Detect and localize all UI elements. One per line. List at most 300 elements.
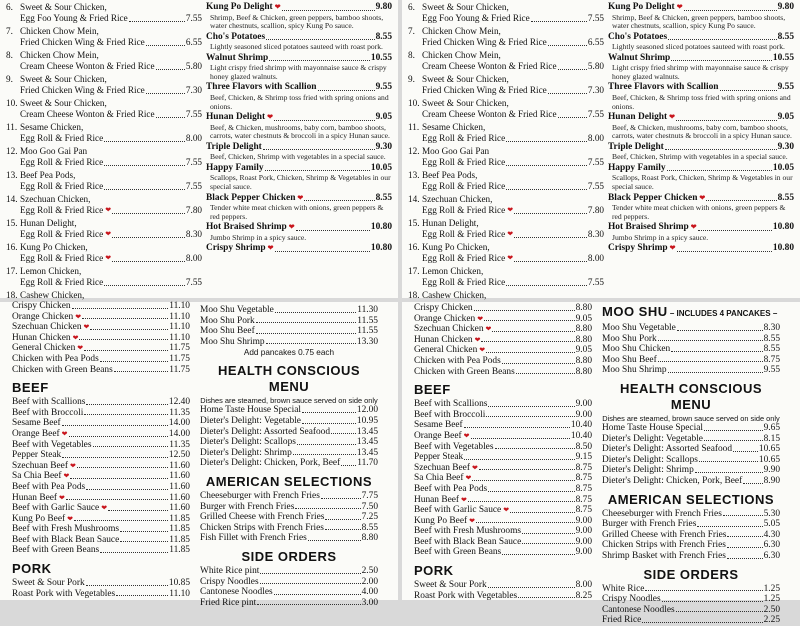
combo-item-sides: Egg Roll & Fried Rice <box>422 277 506 288</box>
chili-pepper-icon: ❤ <box>274 3 281 11</box>
price: 10.40 <box>570 430 592 441</box>
leader-dots <box>531 21 587 22</box>
menu-item <box>414 420 592 431</box>
price: 9.55 <box>777 82 794 93</box>
menu-item-name: Dieter's Delight: Chicken, Pork, Beef <box>602 475 743 486</box>
section-heading-text: SIDE ORDERS <box>643 566 739 582</box>
leader-dots <box>486 352 574 353</box>
leader-dots <box>558 117 587 118</box>
menu-item <box>602 476 780 487</box>
price: 11.75 <box>169 343 190 354</box>
special-item-name: Three Flavors with Scallion <box>608 82 719 93</box>
entree-list <box>12 301 190 599</box>
combo-item-name: Sweet & Sour Chicken, <box>20 98 107 108</box>
price: 5.80 <box>587 61 604 72</box>
combo-item-name: Sesame Chicken, <box>20 122 84 132</box>
chili-pepper-icon: ❤ <box>77 344 84 353</box>
menu-item-name: Hunan Chicken <box>12 332 71 343</box>
menu-note: Add pancakes 0.75 each <box>243 348 335 358</box>
chili-pepper-icon: ❤ <box>75 312 82 321</box>
price: 13.45 <box>356 437 378 448</box>
combo-item-name: Moo Goo Gai Pan <box>20 146 88 156</box>
menu-item-name: Moo Shu Vegetable <box>602 323 676 333</box>
section-heading <box>414 563 592 579</box>
leader-dots <box>274 120 375 121</box>
leader-dots <box>699 461 758 462</box>
combo-item <box>6 242 202 265</box>
price: 8.80 <box>575 324 592 335</box>
menu-item <box>12 503 190 514</box>
menu-item <box>414 547 592 558</box>
chili-pepper-icon: ❤ <box>67 514 73 523</box>
combo-item-line <box>6 50 202 61</box>
menu-item-name: Pepper Steak <box>12 450 62 461</box>
leader-dots <box>522 543 574 544</box>
special-item-header <box>608 112 794 124</box>
leader-dots <box>265 170 370 171</box>
combo-list <box>6 2 202 303</box>
section-heading-text: SIDE ORDERS <box>241 548 337 564</box>
section-heading <box>602 567 780 583</box>
price: 8.75 <box>575 494 592 505</box>
combo-item-line <box>408 122 604 133</box>
leader-dots <box>266 343 356 344</box>
special-item <box>206 222 392 242</box>
combo-item-name: Beef Pea Pods, <box>20 170 76 180</box>
combo-item-line <box>6 26 202 37</box>
leader-dots <box>733 451 758 452</box>
special-item-description: Beef, Chicken, & Shrimp toss fried with spring onions and onions. <box>210 92 389 111</box>
price: 11.10 <box>169 311 190 322</box>
menu-item <box>12 440 190 451</box>
combo-item-line <box>6 157 202 168</box>
leader-dots <box>120 531 168 532</box>
menu-item-name: Beef with Black Bean Sauce <box>414 536 522 547</box>
special-item <box>206 53 392 82</box>
special-item <box>206 2 392 31</box>
leader-dots <box>484 320 575 321</box>
chili-pepper-icon: ❤ <box>463 431 470 440</box>
leader-dots <box>260 583 361 584</box>
special-item <box>608 142 794 162</box>
leader-dots <box>82 318 168 319</box>
menu-item-name: Szechuan Chicken <box>12 322 82 333</box>
special-item <box>608 53 794 82</box>
combo-item-line <box>6 85 202 96</box>
combo-item-line <box>6 133 202 144</box>
combo-item <box>408 122 604 145</box>
menu-item <box>414 324 592 335</box>
price: 7.55 <box>587 157 604 168</box>
menu-item <box>12 535 190 546</box>
leader-dots <box>723 515 763 516</box>
menu-item <box>414 356 592 367</box>
menu-item <box>200 448 378 459</box>
menu-item <box>12 461 190 472</box>
menu-item-name: Beef with Scallions <box>12 397 86 408</box>
price: 11.10 <box>169 322 190 333</box>
price: 9.65 <box>763 422 780 433</box>
price: 11.85 <box>169 534 190 545</box>
special-item-name: Hot Braised Shrimp <box>206 222 287 233</box>
special-item-description: Lightly seasoned sliced potatoes sauteed with roast pork. <box>210 42 383 52</box>
price: 8.50 <box>575 441 592 452</box>
special-item <box>608 112 794 141</box>
combo-item-line <box>6 13 202 24</box>
leader-dots <box>256 333 357 334</box>
combo-item <box>408 266 604 289</box>
price: 2.25 <box>763 615 780 626</box>
leader-dots <box>112 213 185 214</box>
leader-dots <box>295 508 360 509</box>
price: 10.55 <box>370 52 392 63</box>
side-menu-list <box>200 305 378 608</box>
leader-dots <box>514 213 587 214</box>
menu-item <box>12 343 190 354</box>
combo-item-sides: Cream Cheese Wonton & Fried Rice <box>20 109 155 120</box>
combo-item-name: Chicken Chow Mein, <box>20 26 99 36</box>
menu-item-name: Orange Chicken <box>12 311 74 322</box>
combo-item-line <box>408 61 604 72</box>
combo-item-line <box>408 194 604 205</box>
menu-item <box>602 344 780 355</box>
price: 5.05 <box>763 519 780 530</box>
special-item-name: Crispy Shrimp <box>608 243 668 254</box>
special-item-description: Scallops, Roast Pork, Chicken, Shrimp & Vegetables in our special sauce. <box>612 173 793 192</box>
combo-item-line <box>408 13 604 24</box>
menu-item <box>414 580 592 591</box>
leader-dots <box>321 498 361 499</box>
menu-item <box>200 566 378 577</box>
combo-number: 10. <box>6 98 18 108</box>
menu-item <box>12 450 190 461</box>
menu-item <box>414 410 592 421</box>
menu-item <box>414 473 592 484</box>
leader-dots <box>502 554 574 555</box>
price: 11.85 <box>169 545 190 556</box>
menu-item <box>414 495 592 506</box>
price: 9.55 <box>375 82 392 93</box>
menu-item-name: Beef with Garlic Sauce <box>414 505 502 516</box>
leader-dots <box>671 351 762 352</box>
combo-item-sides: Egg Roll & Fried Rice <box>422 157 506 168</box>
price: 13.45 <box>356 447 378 458</box>
combo-item-line <box>408 98 604 109</box>
chef-specials-list <box>608 2 794 256</box>
chili-pepper-icon: ❤ <box>59 493 65 502</box>
leader-dots <box>697 526 762 527</box>
leader-dots <box>704 440 763 441</box>
combo-item-sides: Egg Foo Young & Fried Rice <box>20 13 128 24</box>
combo-item-sides: Egg Roll & Fried Rice <box>422 205 506 216</box>
menu-item-name: Orange Chicken <box>414 313 476 324</box>
leader-dots <box>522 533 575 534</box>
leader-dots <box>658 340 763 341</box>
leader-dots <box>676 611 763 612</box>
leader-dots <box>667 170 772 171</box>
price: 8.55 <box>361 522 378 533</box>
leader-dots <box>514 237 587 238</box>
price: 10.40 <box>570 420 592 431</box>
special-item-description: Tender white meat chicken with onions, green peppers & red peppers. <box>210 203 384 221</box>
special-item <box>206 142 392 162</box>
combo-item <box>6 26 202 49</box>
combo-item-sides: Egg Foo Young & Fried Rice <box>422 13 530 24</box>
menu-item <box>414 591 592 602</box>
leader-dots <box>658 361 763 362</box>
menu-item <box>12 578 190 589</box>
leader-dots <box>318 90 375 91</box>
leader-dots <box>62 425 168 426</box>
combo-number: 16. <box>408 242 420 252</box>
chili-pepper-icon: ❤ <box>288 223 295 232</box>
menu-item-name: Chicken Strips with French Fries <box>602 540 726 551</box>
menu-item <box>414 463 592 474</box>
combo-item <box>6 98 202 121</box>
menu-item <box>12 397 190 408</box>
combo-number: 6. <box>6 2 13 12</box>
price: 11.10 <box>169 301 190 311</box>
leader-dots <box>668 372 763 373</box>
price: 7.75 <box>361 490 378 501</box>
combo-item-sides: Cream Cheese Wonton & Fried Rice <box>422 109 557 120</box>
price: 10.80 <box>772 243 794 254</box>
price: 2.00 <box>361 576 378 587</box>
special-item-description: Light crispy fried shrimp with mayonnaise sauce & crispy honey glazed walnuts. <box>612 63 789 81</box>
menu-item <box>12 493 190 504</box>
combo-number: 15. <box>6 218 18 228</box>
combo-item-name: Kung Po Chicken, <box>20 242 88 252</box>
leader-dots <box>472 480 574 481</box>
combo-item-line <box>408 242 604 253</box>
leader-dots <box>474 310 575 311</box>
menu-item <box>200 326 378 337</box>
section-heading <box>200 549 378 565</box>
combo-item-name: Beef Pea Pods, <box>422 170 478 180</box>
price: 11.30 <box>357 305 378 315</box>
leader-dots <box>296 230 370 231</box>
menu-item-name: Fish Fillet with French Fries <box>200 533 307 544</box>
leader-dots <box>100 552 168 553</box>
combo-item-line <box>6 109 202 120</box>
menu-item <box>12 312 190 323</box>
price: 8.80 <box>575 366 592 377</box>
combo-item-line <box>408 37 604 48</box>
price: 7.55 <box>185 181 202 192</box>
section-heading-text: AMERICAN SELECTIONS <box>205 473 373 489</box>
price: 3.00 <box>361 597 378 608</box>
price: 8.80 <box>575 355 592 366</box>
menu-item-name: Dieter's Delight: Shrimp <box>200 447 292 458</box>
leader-dots <box>112 261 185 262</box>
price: 8.75 <box>575 473 592 484</box>
menu-item <box>414 314 592 325</box>
special-item-name: Triple Delight <box>608 141 664 152</box>
leader-dots <box>558 69 587 70</box>
combo-item-name: Szechuan Chicken, <box>422 194 493 204</box>
section-heading <box>602 304 780 322</box>
price: 6.55 <box>587 37 604 48</box>
combo-item-name: Lemon Chicken, <box>422 266 484 276</box>
menu-item <box>12 322 190 333</box>
combo-item-line <box>6 146 202 157</box>
leader-dots <box>86 489 168 490</box>
combo-number: 10. <box>408 98 420 108</box>
price: 7.55 <box>587 277 604 288</box>
special-item-name: Happy Family <box>206 162 264 173</box>
combo-number: 15. <box>408 218 420 228</box>
price: 8.55 <box>763 344 780 355</box>
combo-number: 6. <box>408 2 415 12</box>
combo-item-sides: Egg Roll & Fried Rice <box>20 157 104 168</box>
chili-pepper-icon: ❤ <box>105 230 112 239</box>
special-item-header <box>206 2 392 14</box>
price: 11.60 <box>169 492 190 503</box>
menu-item <box>414 526 592 537</box>
menu-item-name: Sa Chia Beef <box>12 471 62 482</box>
menu-item-name: Moo Shu Pork <box>602 333 657 344</box>
leader-dots <box>645 590 762 591</box>
menu-item-name: Crispy Chicken <box>12 301 71 311</box>
leader-dots <box>684 10 777 11</box>
combo-item <box>6 2 202 25</box>
combo-number: 12. <box>408 146 420 156</box>
section-heading-text: BEEF <box>12 380 49 396</box>
special-item-name: Hunan Delight <box>206 112 266 123</box>
menu-item-name: Hunan Beef <box>12 492 58 503</box>
menu-item-name: Dieter's Delight: Assorted Seafood <box>602 444 733 455</box>
leader-dots <box>676 120 777 121</box>
menu-item <box>200 523 378 534</box>
menu-item-name: Dieter's Delight: Vegetable <box>602 433 703 444</box>
special-item-name: Black Pepper Chicken <box>608 192 698 203</box>
special-item <box>206 82 392 111</box>
leader-dots <box>302 423 356 424</box>
leader-dots <box>506 165 587 166</box>
chili-pepper-icon: ❤ <box>297 193 304 202</box>
leader-dots <box>502 363 575 364</box>
menu-item <box>200 598 378 609</box>
leader-dots <box>514 261 587 262</box>
price: 11.35 <box>169 407 190 418</box>
menu-item <box>602 334 780 345</box>
menu-item <box>602 455 780 466</box>
price: 11.75 <box>169 353 190 364</box>
chili-pepper-icon: ❤ <box>503 506 510 515</box>
menu-item-name: Sesame Beef <box>12 418 61 429</box>
combo-item <box>408 290 604 301</box>
menu-item <box>12 418 190 429</box>
leader-dots <box>704 430 763 431</box>
leader-dots <box>302 412 356 413</box>
menu-item <box>200 405 378 416</box>
combo-item-name: Hunan Delight, <box>422 218 479 228</box>
chili-pepper-icon: ❤ <box>669 113 676 122</box>
section-heading-text: PORK <box>12 561 52 577</box>
menu-item-name: Moo Shu Chicken <box>602 344 671 355</box>
price: 12.50 <box>168 450 190 461</box>
menu-item <box>200 437 378 448</box>
price: 11.10 <box>169 332 190 343</box>
menu-item <box>200 427 378 438</box>
price: 6.30 <box>763 550 780 561</box>
price: 7.80 <box>185 205 202 216</box>
price: 8.15 <box>763 433 780 444</box>
price: 8.90 <box>763 475 780 486</box>
menu-item <box>602 465 780 476</box>
special-item-description: Light crispy fried shrimp with mayonnaise sauce & crispy honey glazed walnuts. <box>210 63 387 81</box>
leader-dots <box>275 251 370 252</box>
price: 11.60 <box>169 481 190 492</box>
menu-item-name: Dieter's Delight: Vegetable <box>200 415 301 426</box>
menu-item-name: Beef with Broccoli <box>12 407 84 418</box>
leader-dots <box>668 39 776 40</box>
price: 7.55 <box>185 157 202 168</box>
special-item <box>608 2 794 31</box>
combo-item-name: Cashew Chicken, <box>20 290 85 300</box>
combo-item-name: Sweet & Sour Chicken, <box>20 74 107 84</box>
leader-dots <box>516 373 575 374</box>
combo-item-line <box>6 181 202 192</box>
menu-item <box>12 301 190 312</box>
leader-dots <box>114 371 168 372</box>
leader-dots <box>146 93 185 94</box>
leader-dots <box>510 512 575 513</box>
price: 8.75 <box>575 505 592 516</box>
price: 10.85 <box>168 578 190 589</box>
chili-pepper-icon: ❤ <box>669 244 676 253</box>
combo-number: 14. <box>408 194 420 204</box>
special-item-header <box>206 112 392 124</box>
menu-item <box>602 605 780 616</box>
special-item <box>608 222 794 242</box>
combo-item <box>6 146 202 169</box>
chili-pepper-icon: ❤ <box>471 463 478 472</box>
leader-dots <box>104 141 185 142</box>
leader-dots <box>476 522 575 523</box>
menu-item-name: Moo Shu Shrimp <box>602 365 667 376</box>
menu-item-name: Beef with Vegetables <box>12 439 92 450</box>
menu-item-name: Beef with Garlic Sauce <box>12 503 100 514</box>
leader-dots <box>146 45 185 46</box>
menu-item <box>12 514 190 525</box>
menu-item-name: Grilled Cheese with French Fries <box>200 512 325 523</box>
combo-number: 7. <box>6 26 13 36</box>
combo-item-name: Sweet & Sour Chicken, <box>20 2 107 12</box>
chili-pepper-icon: ❤ <box>83 323 90 332</box>
chili-pepper-icon: ❤ <box>267 244 274 253</box>
price: 10.05 <box>772 162 794 173</box>
leader-dots <box>727 547 763 548</box>
price: 8.55 <box>763 333 780 344</box>
menu-item-name: Szechuan Beef <box>12 460 68 471</box>
combo-item-line <box>6 242 202 253</box>
combo-item-sides: Egg Roll & Fried Rice <box>20 277 104 288</box>
price: 2.50 <box>763 604 780 615</box>
price: 8.80 <box>361 533 378 544</box>
price: 12.40 <box>168 397 190 408</box>
combo-item-line <box>408 229 604 240</box>
chili-pepper-icon: ❤ <box>485 325 492 334</box>
leader-dots <box>86 404 167 405</box>
menu-item-name: Beef with Black Bean Sauce <box>12 534 120 545</box>
combo-item-sides: Fried Chicken Wing & Fried Rice <box>20 85 145 96</box>
leader-dots <box>720 90 777 91</box>
price: 11.10 <box>169 588 190 599</box>
chili-pepper-icon: ❤ <box>267 113 274 122</box>
leader-dots <box>104 189 185 190</box>
menu-panel-bottom-right <box>402 302 800 626</box>
